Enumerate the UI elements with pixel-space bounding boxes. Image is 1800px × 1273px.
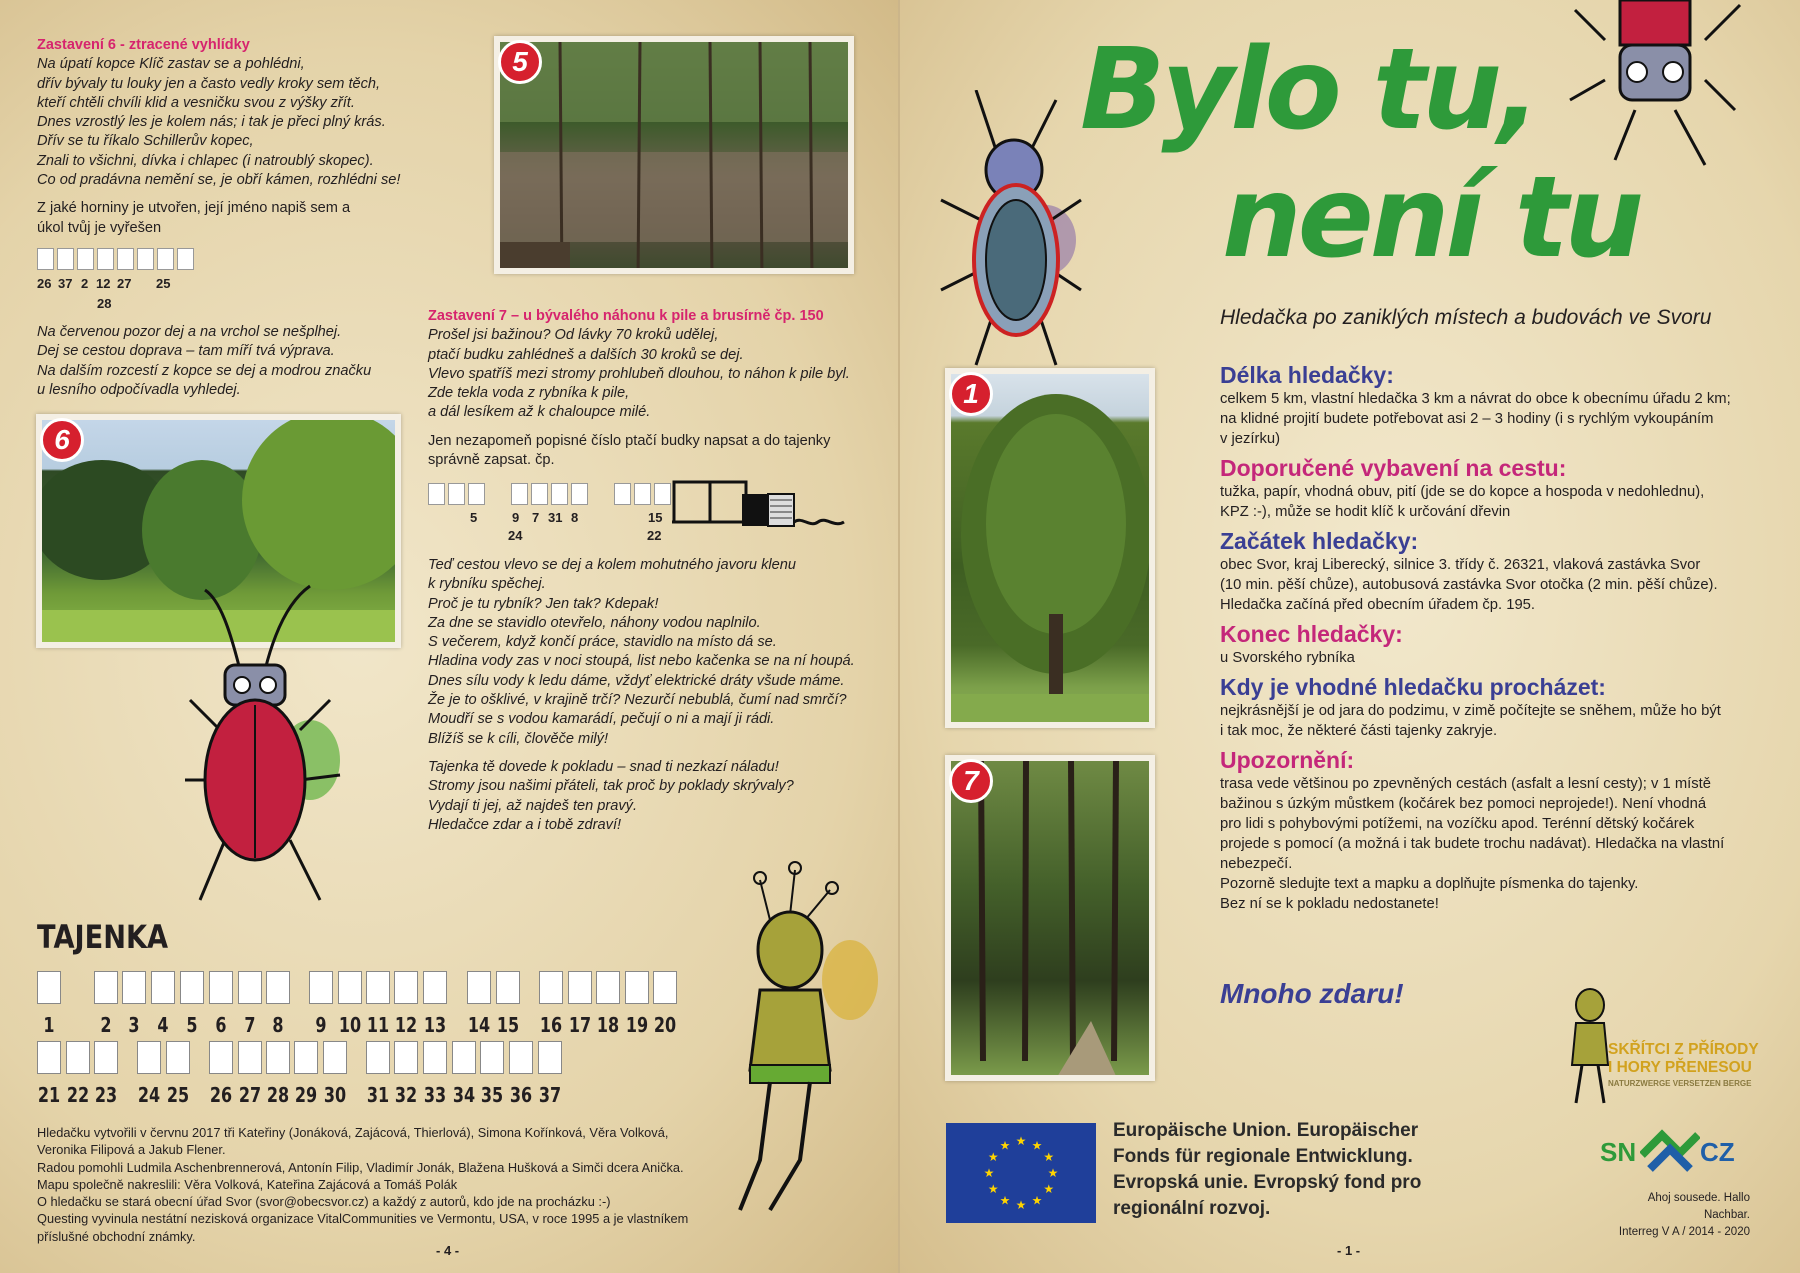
question-line: úkol tvůj je vyřešen [37, 219, 162, 236]
answer-box[interactable] [551, 483, 568, 505]
stop6-numbers [37, 276, 237, 316]
tajenka-box[interactable] [309, 971, 333, 1004]
credit-line: příslušné obchodní známky. [37, 1228, 196, 1244]
tajenka-box[interactable] [423, 971, 447, 1004]
poem-line: Dnes vzrostlý les je kolem nás; i tak je přeci plný krás. [37, 114, 386, 131]
direction-line: Na červenou pozor dej a na vrchol se nešplhej. [37, 324, 342, 340]
tajenka-number: 33 [423, 1083, 447, 1107]
photo-stop1 [945, 368, 1155, 728]
section-line: i tak moc, že některé části tajenky zakryje. [1220, 723, 1498, 739]
title-line-1: Bylo tu, [1080, 25, 1537, 155]
stop6-title: Zastavení 6 - ztracené vyhlídky [37, 37, 250, 53]
tajenka-number: 19 [625, 1013, 649, 1037]
clue-number: 37 [58, 276, 73, 291]
tajenka-number: 37 [538, 1083, 562, 1107]
poem-line: Vlevo spatříš mezi stromy prohlubeň dlouhou, to náhon k pile byl. [428, 365, 850, 382]
credit-line: Questing vyvinula nestátní nezisková organizace VitalCommunities ve Vermontu, USA, v roce 1995 a je vlastníkem [37, 1211, 689, 1227]
eu-star: ★ [999, 1193, 1011, 1208]
poem-line: Blížíš se k cíli, člověče milý! [428, 730, 609, 747]
answer-box[interactable] [77, 248, 94, 270]
section-line: (10 min. pěší chůze), autobusová zastávka Svor otočka (2 min. pěší chůze). [1220, 577, 1718, 593]
tajenka-number: 31 [366, 1083, 390, 1107]
page-number-left: - 4 - [436, 1243, 460, 1258]
tajenka-number: 6 [215, 1013, 227, 1037]
tajenka-number: 9 [315, 1013, 327, 1037]
tajenka-box[interactable] [480, 1041, 504, 1074]
poem-line: Za dne se stavidlo otevřelo, náhony vodou naplnilo. [428, 614, 761, 631]
eu-star: ★ [1031, 1193, 1043, 1208]
skritci-logo [1560, 975, 1759, 1105]
stop6-question [37, 199, 417, 238]
photo-stop5 [494, 36, 854, 274]
tajenka-number: 16 [539, 1013, 563, 1037]
answer-box[interactable] [531, 483, 548, 505]
poem-line: Zde tekla voda z rybníka k pile, [428, 385, 630, 402]
tajenka-box[interactable] [37, 971, 61, 1004]
eu-star: ★ [1043, 1150, 1055, 1164]
answer-box[interactable] [448, 483, 465, 505]
answer-box[interactable] [57, 248, 74, 270]
tajenka-number: 35 [480, 1083, 504, 1107]
section-heading: Konec hledačky: [1220, 621, 1403, 647]
credit-line: Hledačku vytvořili v červnu 2017 tři Kateřiny (Jonáková, Zajácová, Thierlová), Simona Kořínková, Věra Volková, [37, 1125, 669, 1140]
clue-number: 27 [117, 276, 132, 291]
answer-box[interactable] [511, 483, 528, 505]
question-line: Jen nezapomeň popisné číslo ptačí budky napsat a do tajenky [428, 432, 831, 449]
credit-line: Radou pomohli Ludmila Aschenbrennerová, Antonín Filip, Vladimír Jonák, Blažena Hušková a Simči dcera Anička. [37, 1159, 684, 1175]
eu-star: ★ [1015, 1198, 1027, 1212]
section-line: trasa vede většinou po zpevněných cestách (asfalt a lesní cesty); v 1 místě [1220, 776, 1712, 792]
section-line: pro lidi s pohybovými potížemi, na vozíčku apod. Terénní dětský kočárek [1220, 816, 1695, 832]
clue-number: 2 [81, 276, 89, 291]
section-line: v jezírku) [1220, 431, 1281, 447]
page-number-right: - 1 - [1337, 1243, 1361, 1258]
eu-stars-icon [946, 1123, 1096, 1223]
tajenka-number: 2 [100, 1013, 112, 1037]
tajenka-box[interactable] [266, 971, 290, 1004]
tajenka-box[interactable] [366, 971, 390, 1004]
stop7-poem2 [428, 556, 868, 749]
tajenka-number: 28 [266, 1083, 290, 1107]
stop6-directions [37, 323, 417, 400]
clue-number: 5 [470, 510, 478, 525]
clue-number: 31 [548, 510, 563, 525]
tajenka-number: 21 [37, 1083, 61, 1107]
tajenka-box[interactable] [166, 1041, 190, 1074]
birdhouse-drawing [672, 478, 847, 538]
answer-box[interactable] [177, 248, 194, 270]
question-line: správně zapsat. čp. [428, 452, 555, 469]
tajenka-box[interactable] [180, 971, 204, 1004]
tajenka-number: 15 [496, 1013, 520, 1037]
eu-star: ★ [1047, 1166, 1059, 1180]
tajenka-box[interactable] [539, 971, 563, 1004]
direction-line: Na dalším rozcestí z kopce se dej a modrou značku [37, 362, 372, 379]
tajenka-box[interactable] [653, 971, 677, 1004]
tajenka-box[interactable] [538, 1041, 562, 1074]
tajenka-number: 8 [272, 1013, 284, 1037]
wish-text: Mnoho zdaru! [1220, 978, 1404, 1009]
tajenka-box[interactable] [137, 1041, 161, 1074]
tajenka-box[interactable] [323, 1041, 347, 1074]
poem-line: ptačí budku zahlédneš a dalších 30 kroků se dej. [428, 346, 744, 363]
stop7-poem3 [428, 758, 868, 835]
tajenka-number: 10 [338, 1013, 362, 1037]
poem-line: Hledačce zdar a i tobě zdraví! [428, 816, 622, 833]
tajenka-box[interactable] [596, 971, 620, 1004]
tajenka-box[interactable] [294, 1041, 318, 1074]
direction-line: u lesního odpočívadla vyhledej. [37, 381, 241, 398]
right-page [900, 0, 1800, 1273]
tajenka-number: 7 [244, 1013, 256, 1037]
stop7-poem [428, 326, 868, 422]
tajenka-number: 11 [366, 1013, 390, 1037]
tajenka-box[interactable] [394, 971, 418, 1004]
stop6-answer-boxes[interactable] [37, 248, 197, 275]
interreg-mark-icon [1640, 1125, 1700, 1175]
poem-line: k rybníku spěchej. [428, 576, 546, 593]
logo-sn: SN [1600, 1137, 1637, 1167]
section-heading: Začátek hledačky: [1220, 528, 1419, 554]
logo-line: I HORY PŘENESOU [1608, 1059, 1752, 1076]
interreg-line: Ahoj sousede. Hallo Nachbar. [1647, 1192, 1750, 1221]
question-line: Z jaké horniny je utvořen, její jméno napiš sem a [37, 200, 351, 217]
tajenka-box[interactable] [394, 1041, 418, 1074]
clue-number: 26 [37, 276, 52, 291]
poem-line: Moudří se s vodou kamarádí, pečují o ni a mají ji rádi. [428, 711, 775, 728]
stop6-block [37, 36, 417, 238]
tajenka-number: 22 [66, 1083, 90, 1107]
tajenka-number: 20 [653, 1013, 677, 1037]
interreg-logo [1600, 1125, 1760, 1185]
blue-beetle-illustration [936, 90, 1086, 370]
poem-line: Dřív se tu říkalo Schillerův kopec, [37, 133, 254, 150]
tajenka-box[interactable] [423, 1041, 447, 1074]
tajenka-number: 26 [209, 1083, 233, 1107]
tajenka-box[interactable] [338, 971, 362, 1004]
tajenka-number: 5 [186, 1013, 198, 1037]
tajenka-box[interactable] [496, 971, 520, 1004]
section-line: Pozorně sledujte text a mapku a doplňujte písmenka do tajenky. [1220, 876, 1639, 892]
tajenka-number: 4 [157, 1013, 169, 1037]
poem-line: Teď cestou vlevo se dej a kolem mohutného javoru klenu [428, 557, 796, 573]
section-line: celkem 5 km, vlastní hledačka 3 km a návrat do obce k obecnímu úřadu 2 km; [1220, 391, 1731, 407]
section-heading: Délka hledačky: [1220, 362, 1394, 388]
section-body [1220, 701, 1760, 741]
poem-line: Tajenka tě dovede k pokladu – snad ti nezkazí náladu! [428, 759, 779, 775]
title-line-2: není tu [1222, 153, 1641, 283]
photo-stop7 [945, 755, 1155, 1081]
interreg-text [1605, 1190, 1750, 1241]
answer-box[interactable] [614, 483, 631, 505]
clue-number: 15 [648, 510, 663, 525]
info-sections [1220, 362, 1760, 914]
clue-number: 7 [532, 510, 540, 525]
clue-number: 24 [508, 528, 523, 543]
section-body [1220, 774, 1760, 914]
section-line: tužka, papír, vhodná obuv, pití (jde se do kopce a hospoda v nedohlednu), [1220, 484, 1705, 500]
poem-line: Stromy jsou našimi přáteli, tak proč by poklady skrývaly? [428, 778, 794, 795]
section-heading: Doporučené vybavení na cestu: [1220, 455, 1567, 481]
poem-line: Znali to všichni, dívka i chlapec (i natroublý skopec). [37, 152, 374, 169]
badge-6: 6 [40, 418, 84, 462]
tajenka-box[interactable] [238, 971, 262, 1004]
clue-number: 9 [512, 510, 520, 525]
stop7-answer-boxes[interactable] [428, 483, 674, 510]
answer-box[interactable] [634, 483, 651, 505]
stop7-question [428, 432, 868, 471]
red-beetle-illustration [180, 580, 360, 940]
poem-line: Že je to ošklivé, v krajině trčí? Nezurčí nebublá, čumí nad smrčí? [428, 692, 847, 709]
answer-box[interactable] [117, 248, 134, 270]
eu-line: Europäische Union. Europäischer [1113, 1120, 1419, 1141]
tajenka-number: 30 [323, 1083, 347, 1107]
eu-line: regionální rozvoj. [1113, 1198, 1271, 1219]
beetle-top-illustration [1565, 0, 1745, 170]
tajenka-number: 25 [166, 1083, 190, 1107]
tajenka-box[interactable] [625, 971, 649, 1004]
credit-line: Veronika Filipová a Jakub Flener. [37, 1142, 226, 1158]
poem-line: a dál lesíkem až k chaloupce milé. [428, 404, 651, 421]
clue-number: 12 [96, 276, 111, 291]
tajenka-number: 12 [394, 1013, 418, 1037]
poem-line: kteří chtěli chvíli klid a vesničku svou z výšky zřít. [37, 94, 355, 111]
skritci-logo-subtext: NATURZWERGE VERSETZEN BERGE [1608, 1079, 1752, 1088]
credit-line: Mapu společně nakreslili: Věra Volková, Kateřina Zajácová a Tomáš Polák [37, 1176, 458, 1192]
answer-box[interactable] [37, 248, 54, 270]
logo-cz: CZ [1700, 1137, 1735, 1167]
tajenka-box[interactable] [122, 971, 146, 1004]
badge-7: 7 [949, 759, 993, 803]
credits [37, 1124, 727, 1245]
clue-number: 22 [647, 528, 662, 543]
section-body [1220, 648, 1760, 668]
tajenka-number: 27 [238, 1083, 262, 1107]
tajenka-number: 1 [43, 1013, 55, 1037]
tajenka-number: 32 [394, 1083, 418, 1107]
answer-box[interactable] [468, 483, 485, 505]
answer-box[interactable] [654, 483, 671, 505]
poem-line: Prošel jsi bažinou? Od lávky 70 kroků udělej, [428, 327, 719, 344]
eu-star: ★ [1015, 1134, 1027, 1148]
tajenka-box[interactable] [94, 971, 118, 1004]
answer-box[interactable] [137, 248, 154, 270]
tajenka-box[interactable] [509, 1041, 533, 1074]
poem-line: Dnes sílu vody k ledu dáme, vždyť elektrické dráty všude máme. [428, 672, 845, 689]
tajenka-number: 3 [128, 1013, 140, 1037]
section-line: Bez ní se k pokladu nedostanete! [1220, 896, 1439, 912]
poem-line: dřív bývaly tu louky jen a často vedly kroky sem těch, [37, 75, 381, 92]
answer-box[interactable] [571, 483, 588, 505]
forest-rock-image [500, 42, 854, 274]
tajenka-box[interactable] [266, 1041, 290, 1074]
badge-1: 1 [949, 372, 993, 416]
credit-line: O hledačku se stará obecní úřad Svor (svor@obecsvor.cz) a každý z autorů, kdo jde na procházku :-) [37, 1194, 611, 1210]
tajenka-box[interactable] [366, 1041, 390, 1074]
spruce-forest-image [951, 761, 1155, 1081]
tajenka-number: 18 [596, 1013, 620, 1037]
section-body [1220, 389, 1760, 449]
eu-line: Fonds für regionale Entwicklung. [1113, 1146, 1413, 1167]
poem-line: Co od pradávna nemění se, je obří kámen, rozhlédni se! [37, 172, 401, 189]
tajenka-number: 29 [294, 1083, 318, 1107]
eu-star: ★ [1031, 1138, 1043, 1153]
poem-line: S večerem, když končí práce, stavidlo na místo dá se. [428, 634, 777, 651]
clue-number: 25 [156, 276, 171, 291]
tajenka-box[interactable] [209, 971, 233, 1004]
clue-number: 8 [571, 510, 579, 525]
tajenka-number: 13 [423, 1013, 447, 1037]
section-heading: Upozornění: [1220, 747, 1355, 773]
tajenka-number: 14 [467, 1013, 491, 1037]
subtitle: Hledačka po zaniklých místech a budovách ve Svoru [1220, 306, 1712, 329]
tajenka-title: TAJENKA [37, 918, 169, 956]
tajenka-box[interactable] [467, 971, 491, 1004]
answer-box[interactable] [97, 248, 114, 270]
section-line: na klidné projití budete potřebovat asi 2 – 3 hodiny (i s rychlým vykoupáním [1220, 411, 1714, 427]
section-line: projede s pomocí (a možná i tak budete trochu nadávat). Hledačka na vlastní [1220, 836, 1725, 852]
tajenka-box[interactable] [151, 971, 175, 1004]
clue-number: 28 [97, 296, 112, 311]
stop7-block [428, 307, 868, 470]
section-line: nebezpečí. [1220, 856, 1293, 872]
eu-star: ★ [1043, 1182, 1055, 1196]
tajenka-box[interactable] [238, 1041, 262, 1074]
direction-line: Dej se cestou doprava – tam míří tvá výprava. [37, 343, 335, 360]
tajenka-box[interactable] [94, 1041, 118, 1074]
section-line: nejkrásnější je od jara do podzimu, v zimě počítejte se sněhem, může ho být [1220, 703, 1721, 719]
poem-line: Hladina vody zas v noci stoupá, list nebo kačenka se na ní houpá. [428, 653, 855, 670]
tajenka-number: 17 [568, 1013, 592, 1037]
tajenka-box[interactable] [66, 1041, 90, 1074]
tajenka-number: 34 [452, 1083, 476, 1107]
section-heading: Kdy je vhodné hledačku procházet: [1220, 674, 1606, 700]
stop7-title: Zastavení 7 – u bývalého náhonu k pile a brusírně čp. 150 [428, 308, 824, 324]
eu-star: ★ [987, 1150, 999, 1164]
stop7-numbers [428, 510, 668, 550]
eu-star: ★ [987, 1182, 999, 1196]
section-body [1220, 482, 1760, 522]
tajenka-box[interactable] [209, 1041, 233, 1074]
section-line: Hledačka začíná před obecním úřadem čp. 195. [1220, 597, 1536, 613]
interreg-line: Interreg V A / 2014 - 2020 [1618, 1226, 1750, 1238]
tajenka-box[interactable] [37, 1041, 61, 1074]
answer-box[interactable] [428, 483, 445, 505]
eu-star: ★ [999, 1138, 1011, 1153]
section-line: bažinou s úzkým můstkem (kočárek bez pomoci neprojede!). Není vhodná [1220, 796, 1707, 812]
section-line: u Svorského rybníka [1220, 650, 1355, 666]
section-body [1220, 555, 1760, 615]
tajenka-number: 24 [137, 1083, 161, 1107]
section-line: obec Svor, kraj Liberecký, silnice 3. třídy č. 26321, vlaková zastávka Svor [1220, 557, 1701, 573]
poem-line: Proč je tu rybník? Jen tak? Kdepak! [428, 595, 659, 612]
eu-text [1113, 1118, 1421, 1222]
stop6-poem [37, 55, 417, 190]
logo-line: SKŘÍTCI Z PŘÍRODY [1608, 1041, 1759, 1058]
tajenka-box[interactable] [568, 971, 592, 1004]
goblin-illustration [700, 860, 880, 1220]
tajenka-number: 23 [94, 1083, 118, 1107]
badge-5: 5 [498, 40, 542, 84]
tajenka-box[interactable] [452, 1041, 476, 1074]
tajenka-number: 36 [509, 1083, 533, 1107]
eu-line: Evropská unie. Evropský fond pro [1113, 1172, 1422, 1193]
big-tree-image [951, 374, 1155, 728]
section-line: KPZ :-), může se hodit klíč k určování dřevin [1220, 504, 1511, 520]
eu-flag [946, 1123, 1096, 1223]
answer-box[interactable] [157, 248, 174, 270]
poem-line: Na úpatí kopce Klíč zastav se a pohlédni, [37, 56, 305, 73]
skritci-logo-text [1608, 1041, 1759, 1077]
eu-star: ★ [983, 1166, 995, 1180]
poem-line: Vydají ti jej, až najdeš ten pravý. [428, 797, 638, 814]
tajenka-grid[interactable] [0, 965, 700, 1120]
